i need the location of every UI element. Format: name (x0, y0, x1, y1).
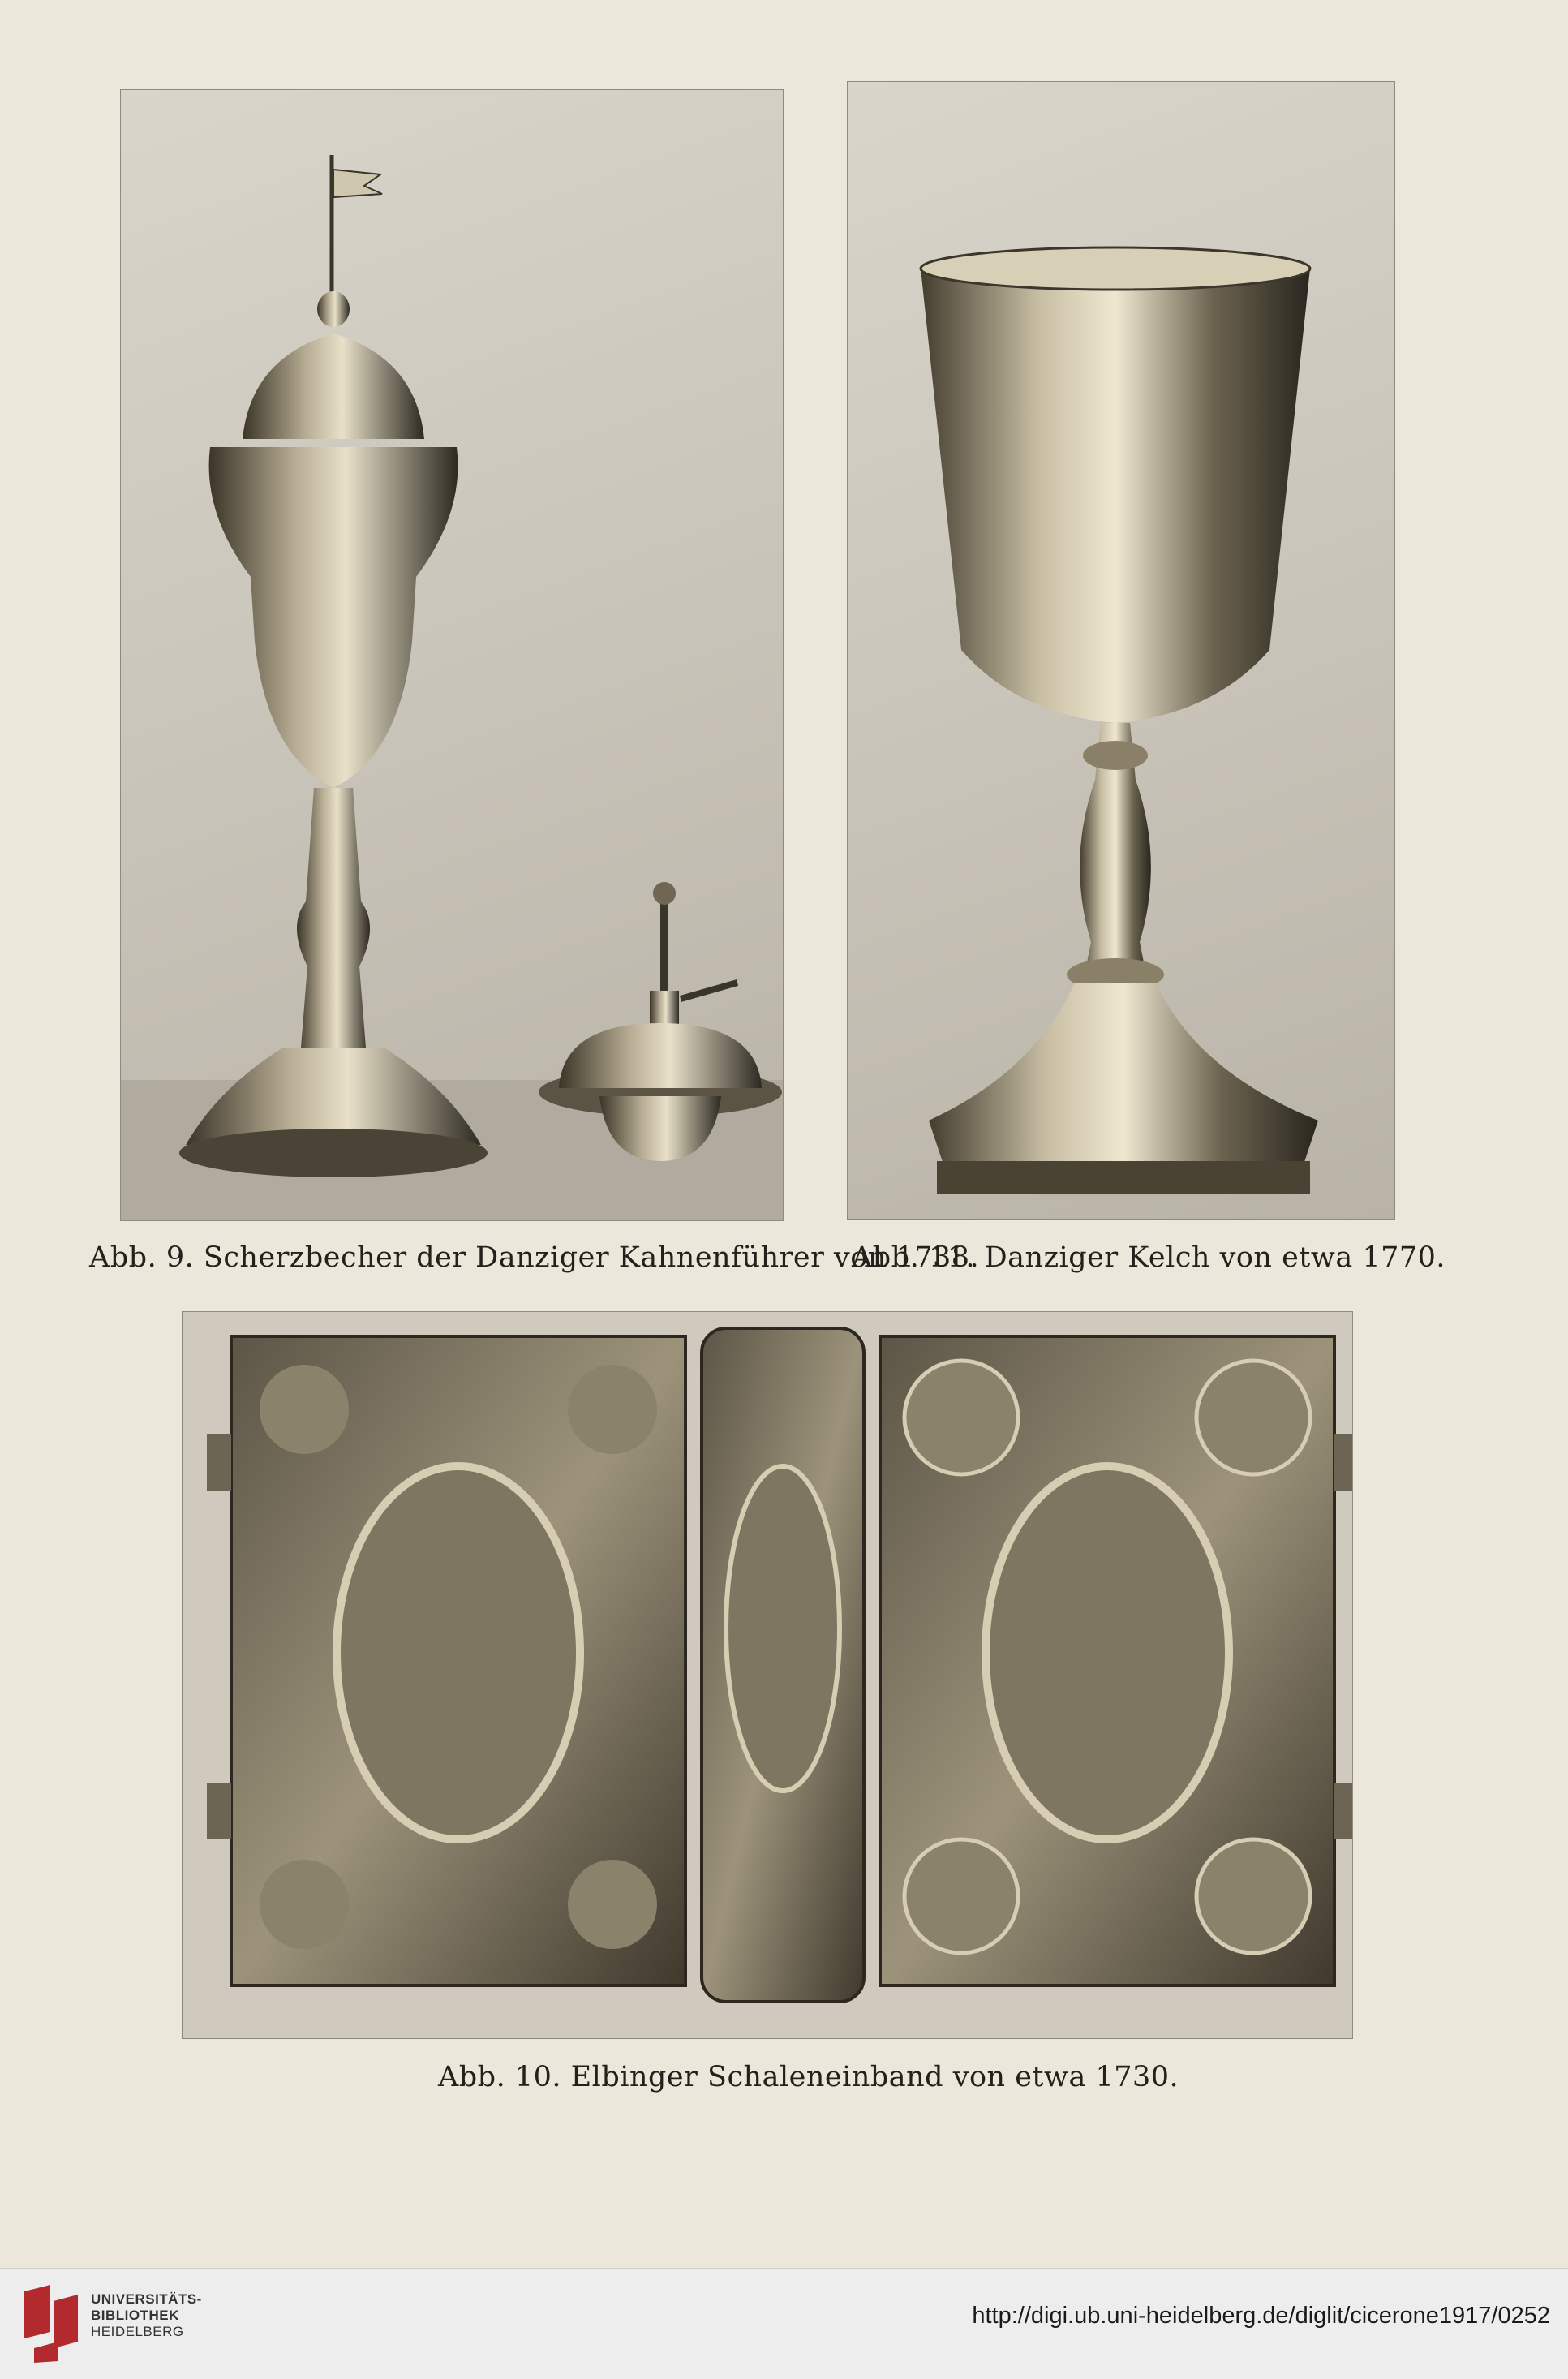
library-name (91, 2291, 202, 2340)
library-line-3: HEIDELBERG (91, 2324, 184, 2339)
figure-abb10-caption: Abb. 10. Elbinger Schaleneinband von etwa 1730. (438, 2061, 1179, 2093)
figure-abb9-image (120, 89, 784, 1221)
library-line-1: UNIVERSITÄTS- (91, 2291, 202, 2307)
permalink-url[interactable]: http://digi.ub.uni-heidelberg.de/diglit/cicerone1917/0252 (972, 2303, 1550, 2329)
library-line-2: BIBLIOTHEK (91, 2308, 179, 2323)
figure-abb9-caption: Abb. 9. Scherzbecher der Danziger Kahnenführer von 1738. (89, 1241, 980, 1274)
book-cover-illustration (183, 1312, 1352, 2038)
footer-bar (0, 2268, 1568, 2379)
ub-heidelberg-logo-icon (18, 2283, 84, 2364)
figure-abb11-caption: Abb. 11. Danziger Kelch von etwa 1770. (852, 1241, 1446, 1274)
figure-abb11-image (847, 81, 1395, 1220)
chalice-illustration (848, 82, 1394, 1219)
goblet-illustration (121, 90, 783, 1220)
figure-abb10-image (182, 1311, 1353, 2039)
